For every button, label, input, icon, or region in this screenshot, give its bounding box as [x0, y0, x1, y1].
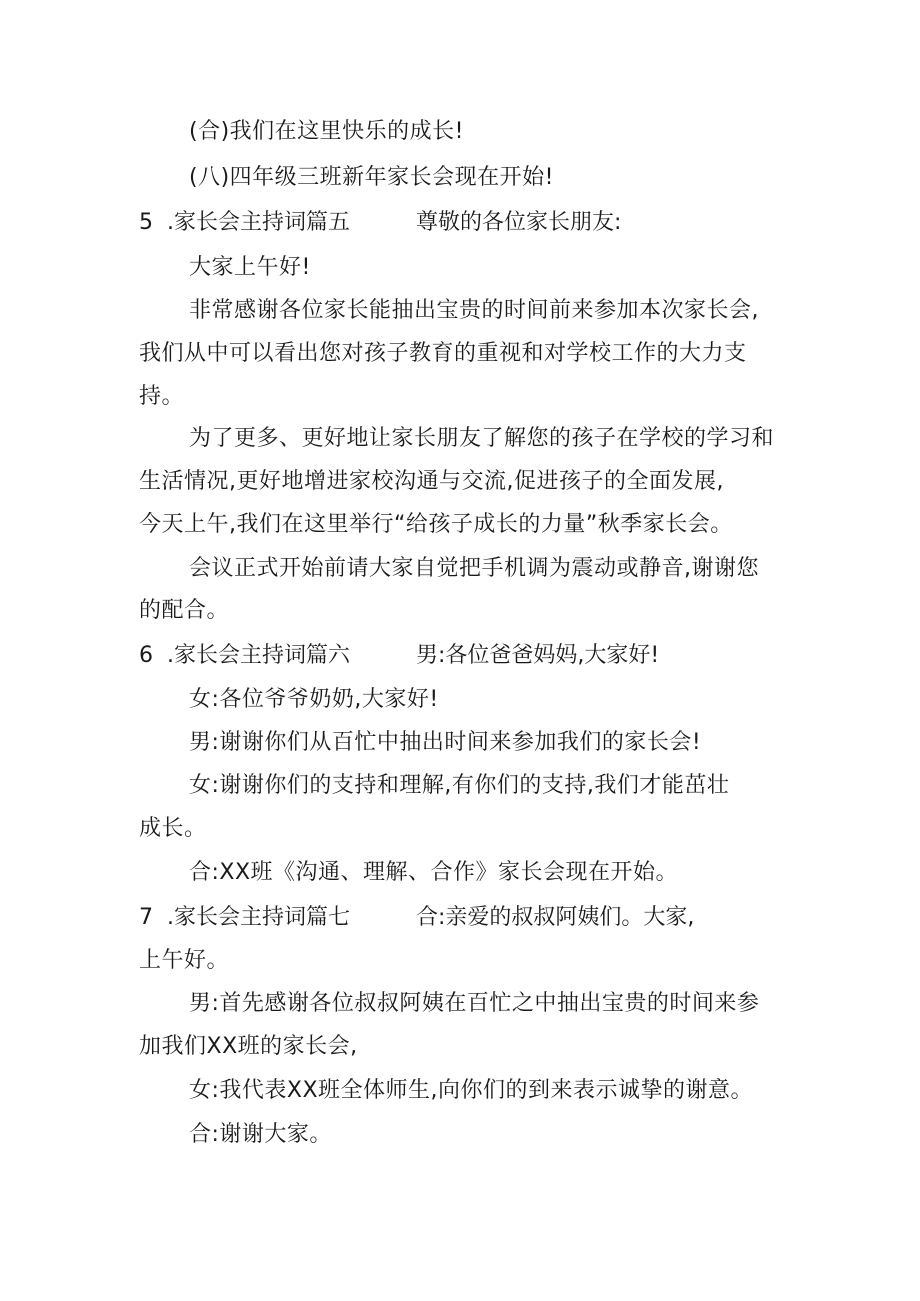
section-title: .家长会主持词篇七 — [167, 905, 350, 930]
paragraph-line: 大家上午好! — [189, 255, 311, 280]
section-opening: 合:亲爱的叔叔阿姨们。大家, — [416, 905, 695, 930]
section-opening: 尊敬的各位家长朋友: — [416, 210, 622, 235]
paragraph-line: 男:首先感谢各位叔叔阿姨在百忙之中抽出宝贵的时间来参 — [189, 991, 760, 1016]
paragraph-line: 女:各位爷爷奶奶,大家好! — [189, 687, 439, 712]
paragraph-line: 合:XX班《沟通、理解、合作》家长会现在开始。 — [189, 860, 679, 885]
paragraph-line: 持。 — [139, 384, 185, 409]
paragraph-line: 成长。 — [139, 816, 207, 841]
section-number: 5 — [139, 210, 153, 235]
paragraph-line: 生活情况,更好地增进家校沟通与交流,促进孩子的全面发展, — [139, 469, 724, 494]
paragraph-line: 我们从中可以看出您对孩子教育的重视和对学校工作的大力支 — [139, 341, 747, 366]
section-opening: 男:各位爸爸妈妈,大家好! — [416, 643, 660, 668]
paragraph-line: 女:谢谢你们的支持和理解,有你们的支持,我们才能茁壮 — [189, 773, 730, 798]
paragraph-line: (八)四年级三班新年家长会现在开始! — [189, 165, 554, 190]
paragraph-line: 男:谢谢你们从百忙中抽出时间来参加我们的家长会! — [189, 730, 702, 755]
paragraph-line: (合)我们在这里快乐的成长! — [189, 119, 464, 144]
paragraph-line: 女:我代表XX班全体师生,向你们的到来表示诚挚的谢意。 — [189, 1078, 754, 1103]
paragraph-line: 为了更多、更好地让家长朋友了解您的孩子在学校的学习和 — [189, 426, 775, 451]
section-title: .家长会主持词篇六 — [167, 643, 350, 668]
paragraph-line: 会议正式开始前请大家自觉把手机调为震动或静音,谢谢您 — [189, 556, 759, 581]
section-title: .家长会主持词篇五 — [167, 210, 350, 235]
paragraph-line: 上午好。 — [139, 948, 230, 973]
paragraph-line: 今天上午,我们在这里举行“给孩子成长的力量”秋季家长会。 — [139, 512, 733, 537]
paragraph-line: 加我们XX班的家长会, — [139, 1034, 358, 1059]
section-number: 7 — [139, 905, 153, 930]
paragraph-line: 的配合。 — [139, 598, 230, 623]
paragraph-line: 非常感谢各位家长能抽出宝贵的时间前来参加本次家长会, — [189, 298, 759, 323]
paragraph-line: 合:谢谢大家。 — [189, 1122, 332, 1147]
section-number: 6 — [139, 643, 153, 668]
